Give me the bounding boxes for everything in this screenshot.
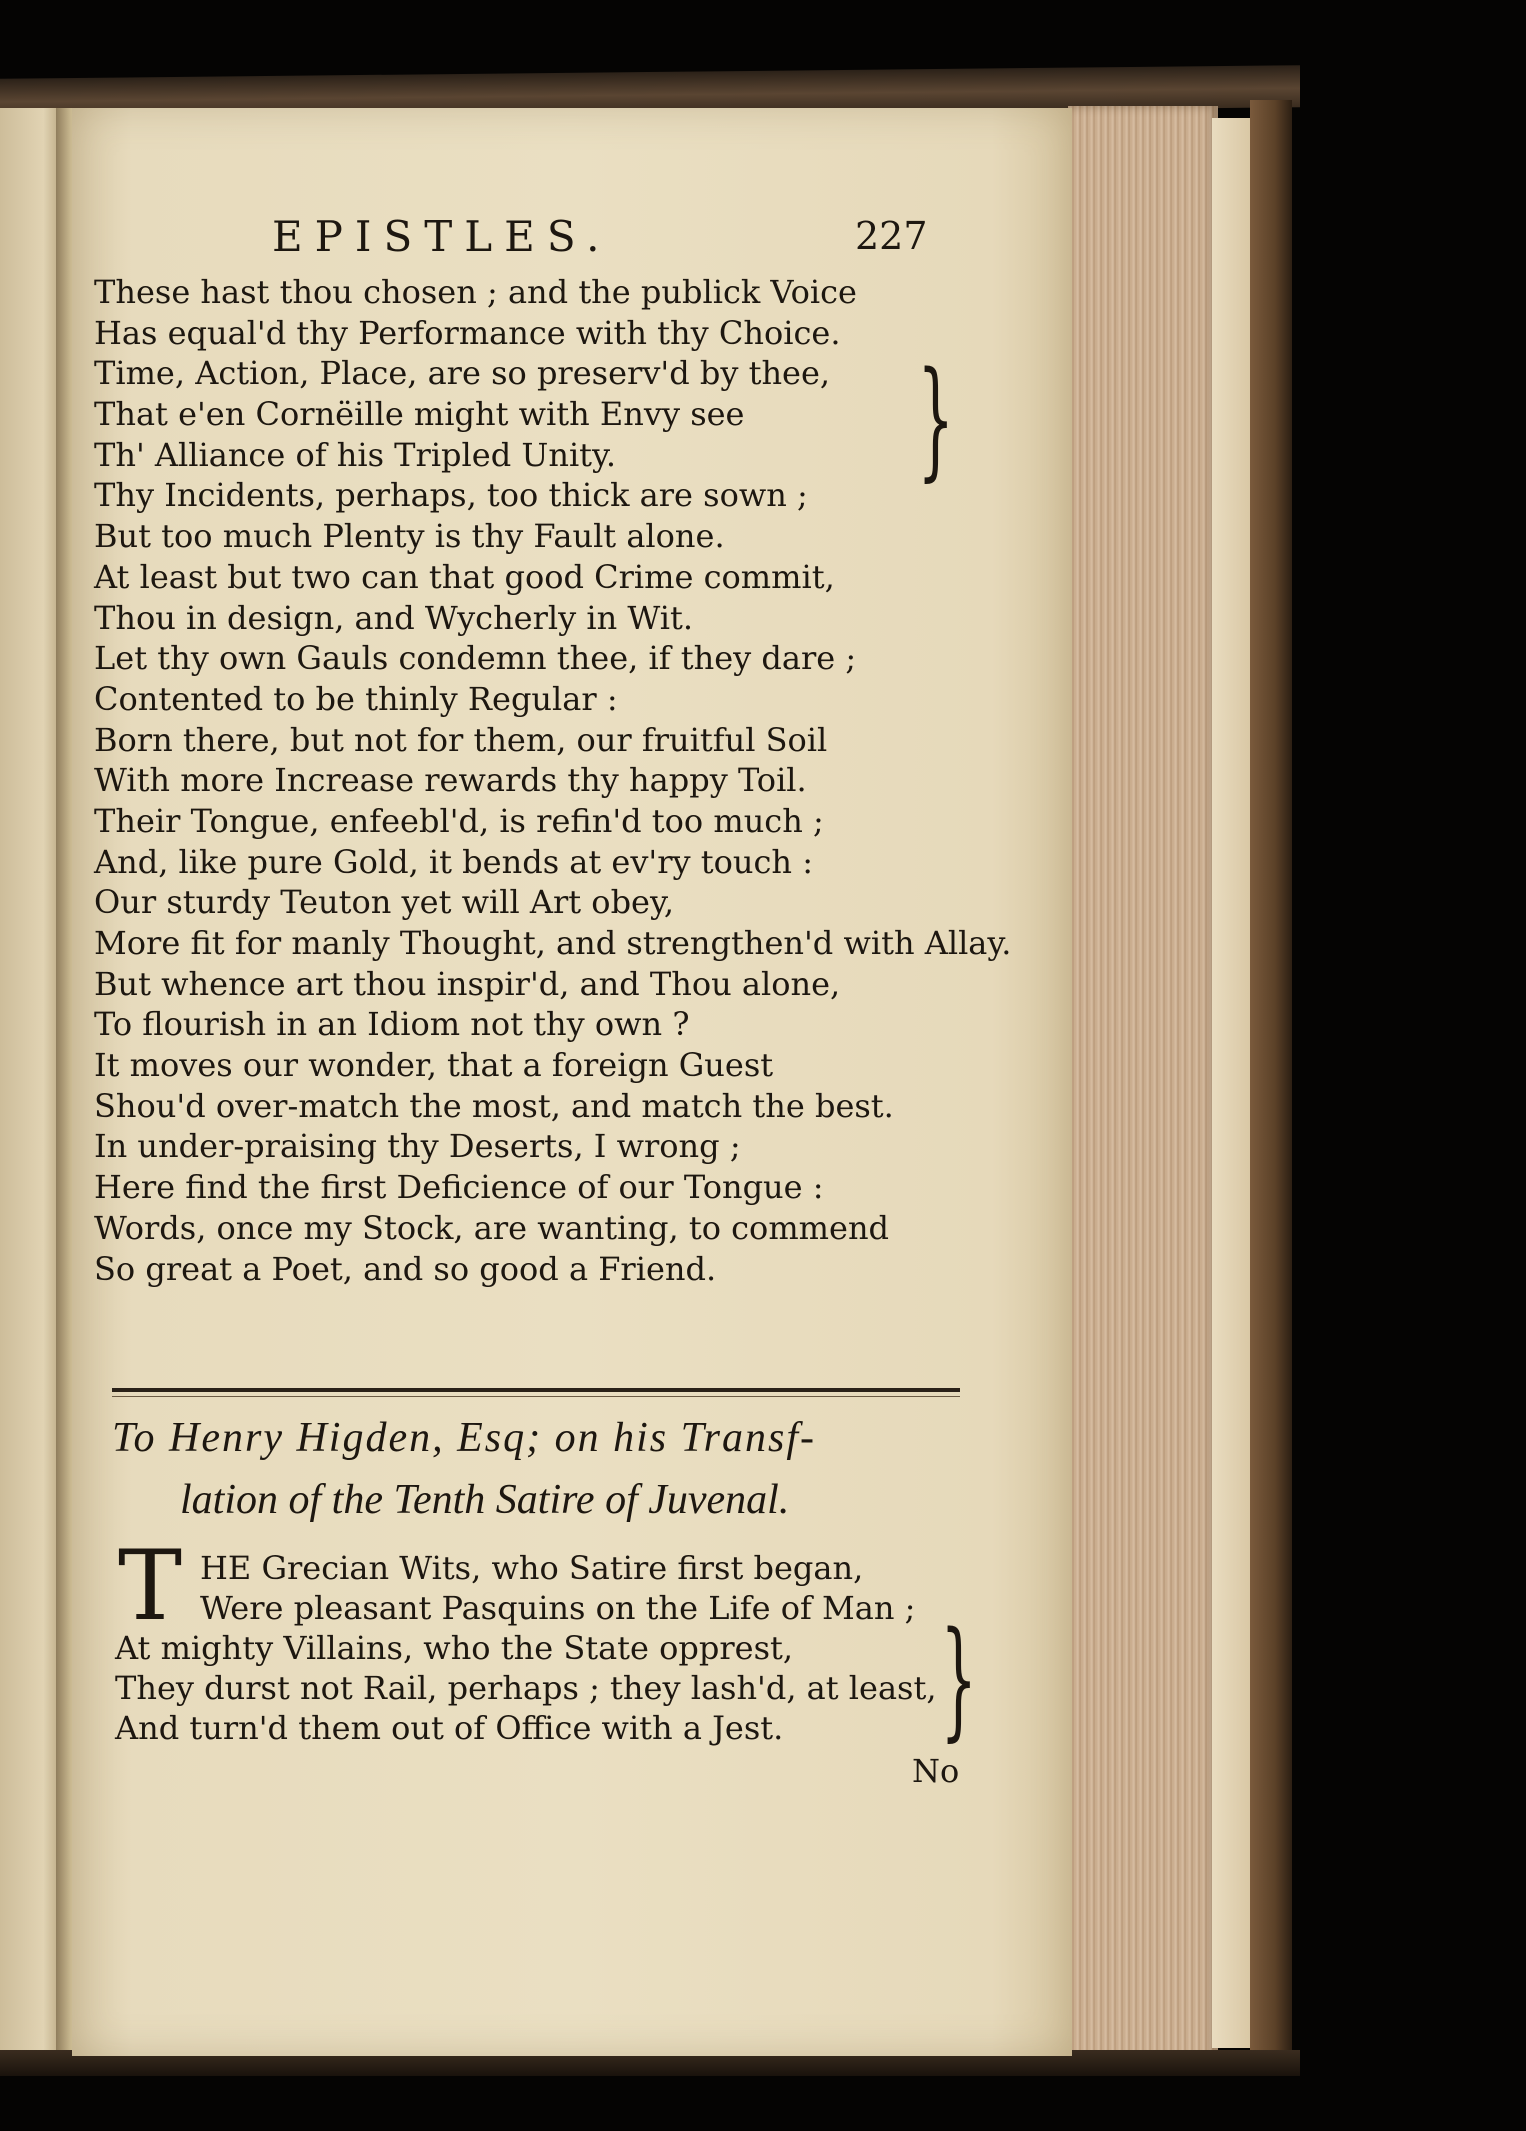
verse-line: Contented to be thinly Regular : [94,679,618,718]
verse-line: More fit for manly Thought, and strengthen'd with Allay. [94,924,1012,962]
verse-line: Words, once my Stock, are wanting, to commend [94,1208,890,1247]
running-head-title: EPISTLES. [272,212,612,261]
poem-line: At mighty Villains, who the State opprest, [115,1629,794,1667]
verse-line: Let thy own Gauls condemn thee, if they dare ; [94,639,857,678]
section-heading-line-2: lation of the Tenth Satire of Juvenal. [180,1477,790,1523]
verse-line: It moves our wonder, that a foreign Guest [94,1046,774,1085]
verse-line: Has equal'd thy Performance with thy Choice. [94,313,841,352]
catchword: No [912,1752,960,1790]
verse-line: And, like pure Gold, it bends at ev'ry touch : [94,842,813,881]
verse-line: Thou in design, and Wycherly in Wit. [94,598,693,637]
verse-line: With more Increase rewards thy happy Toil. [94,761,807,800]
second-poem-block [115,1548,955,1748]
verse-line: But whence art thou inspir'd, and Thou alone, [94,964,841,1003]
verse-line: Th' Alliance of his Tripled Unity. [94,435,617,474]
verse-line: So great a Poet, and so good a Friend. [94,1249,717,1288]
verse-line: At least but two can that good Crime commit, [94,557,835,596]
verse-line: Here find the first Deficience of our Tongue : [94,1168,824,1207]
section-rule [112,1388,960,1392]
verse-line: But too much Plenty is thy Fault alone. [94,517,725,556]
verse-block [94,272,1012,1289]
verse-line: To flourish in an Idiom not thy own ? [94,1005,690,1044]
verse-line: Their Tongue, enfeebl'd, is refin'd too much ; [94,801,824,840]
triplet-brace: } [917,345,955,494]
page-fore-edge-inner [1212,118,1252,2048]
verse-line: Shou'd over-match the most, and match the best. [94,1086,894,1125]
verse-line: That e'en Cornëille might with Envy see [94,395,745,434]
section-heading-line-1: To Henry Higden, Esq; on his Transf- [112,1415,816,1461]
page-number: 227 [855,214,928,258]
poem-line: They durst not Rail, perhaps ; they lash'd, at least, [115,1669,937,1707]
verse-line: Born there, but not for them, our fruitful Soil [94,720,828,759]
verse-line: Our sturdy Teuton yet will Art obey, [94,883,674,922]
triplet-brace: } [940,1605,978,1754]
left-page-edge [0,108,62,2053]
drop-cap: T [118,1530,183,1642]
verse-line: Thy Incidents, perhaps, too thick are sown ; [94,476,808,515]
page-fore-edge [1068,106,1218,2066]
poem-line: HE Grecian Wits, who Satire first began, [200,1549,864,1587]
verse-line: Time, Action, Place, are so preserv'd by thee, [94,354,831,393]
poem-line: Were pleasant Pasquins on the Life of Man ; [200,1589,916,1627]
verse-line: In under-praising thy Deserts, I wrong ; [94,1127,741,1166]
section-rule-thin [112,1396,960,1397]
book-cover-edge [1250,100,1292,2070]
verse-line: These hast thou chosen ; and the publick Voice [94,273,857,311]
poem-line: And turn'd them out of Office with a Jest. [115,1709,784,1747]
